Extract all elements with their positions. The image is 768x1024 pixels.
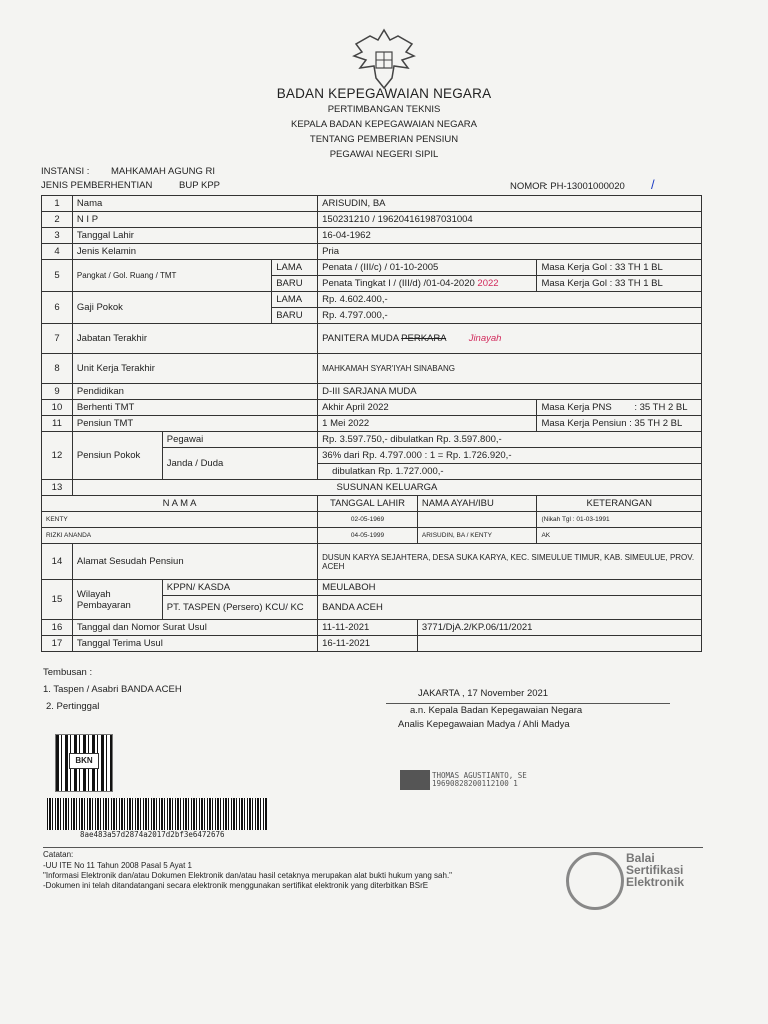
table-row — [42, 212, 702, 228]
family-nama: KENTY — [42, 512, 318, 528]
org-title: BADAN KEPEGAWAIAN NEGARA — [276, 86, 492, 101]
table-row — [42, 480, 702, 496]
jenis-label: JENIS PEMBERHENTIAN — [41, 180, 153, 191]
row-label: Pensiun Pokok — [72, 432, 162, 480]
row-number: 2 — [42, 212, 73, 228]
doc-subtitle-4: PEGAWAI NEGERI SIPIL — [329, 149, 439, 160]
family-ket: AK — [537, 528, 702, 544]
table-row — [42, 354, 702, 384]
bkn-logo: BKN — [69, 753, 99, 769]
tanggal-usul-value: 11-11-2021 — [318, 620, 418, 636]
doc-subtitle-3: TENTANG PEMBERIAN PENSIUN — [309, 134, 459, 145]
tembusan-title: Tembusan : — [43, 667, 93, 678]
jabatan-value: PANITERA MUDA — [322, 333, 399, 344]
table-row — [42, 260, 702, 276]
table-row — [42, 580, 702, 596]
family-ortu: ARISUDIN, BA / KENTY — [417, 528, 537, 544]
signer-name: THOMAS AGUSTIANTO, SE — [432, 771, 527, 780]
row-label: Tanggal Lahir — [72, 228, 317, 244]
tembusan-item-2: 2. Pertinggal — [46, 701, 100, 712]
gaji-lama-value: Rp. 4.602.400,- — [318, 292, 702, 308]
pensiun-pegawai-value: Rp. 3.597.750,- dibulatkan Rp. 3.597.800,- — [318, 432, 702, 448]
row-label: Pensiun TMT — [72, 416, 317, 432]
taspen-label: PT. TASPEN (Persero) KCU/ KC — [162, 596, 317, 620]
nip-value: 150231210 / 196204161987031004 — [318, 212, 702, 228]
baru-label: BARU — [272, 276, 318, 292]
table-row — [42, 636, 702, 652]
nomor-value: : PH-13001000020 — [545, 181, 625, 192]
pensiun-janda-value: 36% dari Rp. 4.797.000 : 1 = Rp. 1.726.920,- — [318, 448, 702, 464]
pensiun-tmt-value: 1 Mei 2022 — [318, 416, 537, 432]
instansi-value: MAHKAMAH AGUNG RI — [111, 166, 215, 177]
row-label: N I P — [72, 212, 317, 228]
signature-title: Analis Kepegawaian Madya / Ahli Madya — [398, 719, 570, 730]
row-number: 15 — [42, 580, 73, 620]
table-row — [42, 416, 702, 432]
family-ket: (Nikah Tgl : 01-03-1991 — [537, 512, 702, 528]
handwritten-annotation: Jinayah — [468, 333, 502, 344]
row-number: 16 — [42, 620, 73, 636]
masa-kerja-lama: Masa Kerja Gol : 33 TH 1 BL — [537, 260, 702, 276]
pangkat-lama-value: Penata / (III/c) / 01-10-2005 — [318, 260, 537, 276]
table-row — [42, 496, 702, 512]
masa-kerja-pns-label: Masa Kerja PNS — [541, 402, 612, 413]
table-row — [42, 544, 702, 580]
check-mark-icon: / — [651, 177, 655, 192]
family-col-tgl: TANGGAL LAHIR — [318, 496, 418, 512]
masa-kerja-pns-value: : 35 TH 2 BL — [634, 402, 688, 413]
catatan-line-3: -Dokumen ini telah ditandatangani secara elektronik menggunakan sertifikat elektronik yang diterbitkan BSrE — [43, 881, 429, 890]
table-row — [42, 196, 702, 212]
family-col-ket: KETERANGAN — [537, 496, 702, 512]
masa-kerja-pensiun-value: : 35 TH 2 BL — [629, 418, 683, 429]
row-number: 14 — [42, 544, 73, 580]
catatan-title: Catatan: — [43, 850, 74, 859]
row-label: Jabatan Terakhir — [72, 324, 317, 354]
row-label: Gaji Pokok — [72, 292, 271, 324]
row-number: 12 — [42, 432, 73, 480]
masa-kerja-baru: Masa Kerja Gol : 33 TH 1 BL — [537, 276, 702, 292]
row-number: 3 — [42, 228, 73, 244]
unit-kerja-value: MAHKAMAH SYAR'IYAH SINABANG — [318, 354, 702, 384]
tanggal-lahir-value: 16-04-1962 — [318, 228, 702, 244]
signer-block — [432, 772, 527, 788]
kppn-label: KPPN/ KASDA — [162, 580, 317, 596]
row-label: Tanggal Terima Usul — [72, 636, 317, 652]
row-label: Alamat Sesudah Pensiun — [72, 544, 317, 580]
garuda-emblem-icon — [348, 26, 420, 94]
pension-table — [41, 195, 702, 652]
row-label: Unit Kerja Terakhir — [72, 354, 317, 384]
pensiun-janda-rounded: dibulatkan Rp. 1.727.000,- — [318, 464, 702, 480]
family-col-ortu: NAMA AYAH/IBU — [417, 496, 537, 512]
tembusan-item-1: 1. Taspen / Asabri BANDA ACEH — [43, 684, 182, 695]
signature-image — [400, 770, 430, 790]
table-row — [42, 244, 702, 260]
catatan-line-2: "Informasi Elektronik dan/atau Dokumen Elektronik dan/atau hasil cetaknya merupakan alat bukti hukum yang sah." — [43, 871, 453, 880]
family-nama: RIZKI ANANDA — [42, 528, 318, 544]
gaji-baru-value: Rp. 4.797.000,- — [318, 308, 702, 324]
signature-place-date: JAKARTA , 17 November 2021 — [418, 688, 549, 699]
row-label: Jenis Kelamin — [72, 244, 317, 260]
table-row — [42, 512, 702, 528]
barcode — [47, 798, 267, 830]
row-number: 5 — [42, 260, 73, 292]
handwritten-annotation: 2022 — [477, 278, 499, 289]
taspen-value: BANDA ACEH — [318, 596, 702, 620]
table-row — [42, 432, 702, 448]
signature-an: a.n. Kepala Badan Kepegawaian Negara — [410, 705, 583, 716]
bsre-logo-icon — [566, 852, 624, 910]
row-number: 6 — [42, 292, 73, 324]
family-tgl: 04-05-1999 — [318, 528, 418, 544]
bsre-name — [626, 852, 684, 888]
doc-subtitle-2: KEPALA BADAN KEPEGAWAIAN NEGARA — [290, 119, 477, 130]
bsre-line-3: Elektronik — [626, 875, 685, 889]
table-row — [42, 528, 702, 544]
row-label: Tanggal dan Nomor Surat Usul — [72, 620, 317, 636]
row-number: 1 — [42, 196, 73, 212]
table-row — [42, 384, 702, 400]
row-label: Wilayah Pembayaran — [72, 580, 162, 620]
table-row — [42, 292, 702, 308]
nomor-usul-value: 3771/DjA.2/KP.06/11/2021 — [417, 620, 701, 636]
row-label: Berhenti TMT — [72, 400, 317, 416]
table-row — [42, 400, 702, 416]
lama-label: LAMA — [272, 260, 318, 276]
kppn-value: MEULABOH — [318, 580, 702, 596]
table-row — [42, 324, 702, 354]
row-number: 11 — [42, 416, 73, 432]
janda-label: Janda / Duda — [162, 448, 317, 480]
catatan-line-1: -UU ITE No 11 Tahun 2008 Pasal 5 Ayat 1 — [43, 861, 192, 870]
masa-kerja-pensiun-label: Masa Kerja Pensiun — [541, 418, 627, 429]
tanggal-terima-value: 16-11-2021 — [318, 636, 418, 652]
berhenti-tmt-value: Akhir April 2022 — [318, 400, 537, 416]
family-col-nama: N A M A — [42, 496, 318, 512]
row-number: 8 — [42, 354, 73, 384]
jabatan-struck-value: PERKARA — [401, 333, 447, 344]
baru-label: BARU — [272, 308, 318, 324]
bsre-line-2: Sertifikasi — [626, 863, 684, 877]
pendidikan-value: D-III SARJANA MUDA — [318, 384, 702, 400]
family-tgl: 02-05-1969 — [318, 512, 418, 528]
doc-subtitle-1: PERTIMBANGAN TEKNIS — [327, 104, 441, 115]
bsre-line-1: Balai — [626, 851, 655, 865]
row-number: 17 — [42, 636, 73, 652]
row-label: Pangkat / Gol. Ruang / TMT — [72, 260, 271, 292]
row-number: 4 — [42, 244, 73, 260]
table-row — [42, 228, 702, 244]
pangkat-baru-value: Penata Tingkat I / (III/d) /01-04-2020 — [322, 278, 475, 289]
instansi-label: INSTANSI : — [41, 166, 90, 177]
row-number: 9 — [42, 384, 73, 400]
row-number: 7 — [42, 324, 73, 354]
family-ortu — [417, 512, 537, 528]
susunan-keluarga-heading: SUSUNAN KELUARGA — [72, 480, 701, 496]
row-number: 10 — [42, 400, 73, 416]
jenis-kelamin-value: Pria — [318, 244, 702, 260]
empty-cell — [417, 636, 701, 652]
row-label: Nama — [72, 196, 317, 212]
table-row — [42, 620, 702, 636]
signer-nip: 19690828200112100 1 — [432, 779, 518, 788]
barcode-text: 8ae483a57d2874a2017d2bf3e6472676 — [80, 830, 225, 839]
pegawai-label: Pegawai — [162, 432, 317, 448]
row-number: 13 — [42, 480, 73, 496]
nomor-label: NOMOR — [510, 181, 547, 192]
nama-value: ARISUDIN, BA — [318, 196, 702, 212]
lama-label: LAMA — [272, 292, 318, 308]
jenis-value: BUP KPP — [179, 180, 221, 191]
row-label: Pendidikan — [72, 384, 317, 400]
alamat-value: DUSUN KARYA SEJAHTERA, DESA SUKA KARYA, KEC. SIMEULUE TIMUR, KAB. SIMEULUE, PROV. ACEH — [318, 544, 702, 580]
